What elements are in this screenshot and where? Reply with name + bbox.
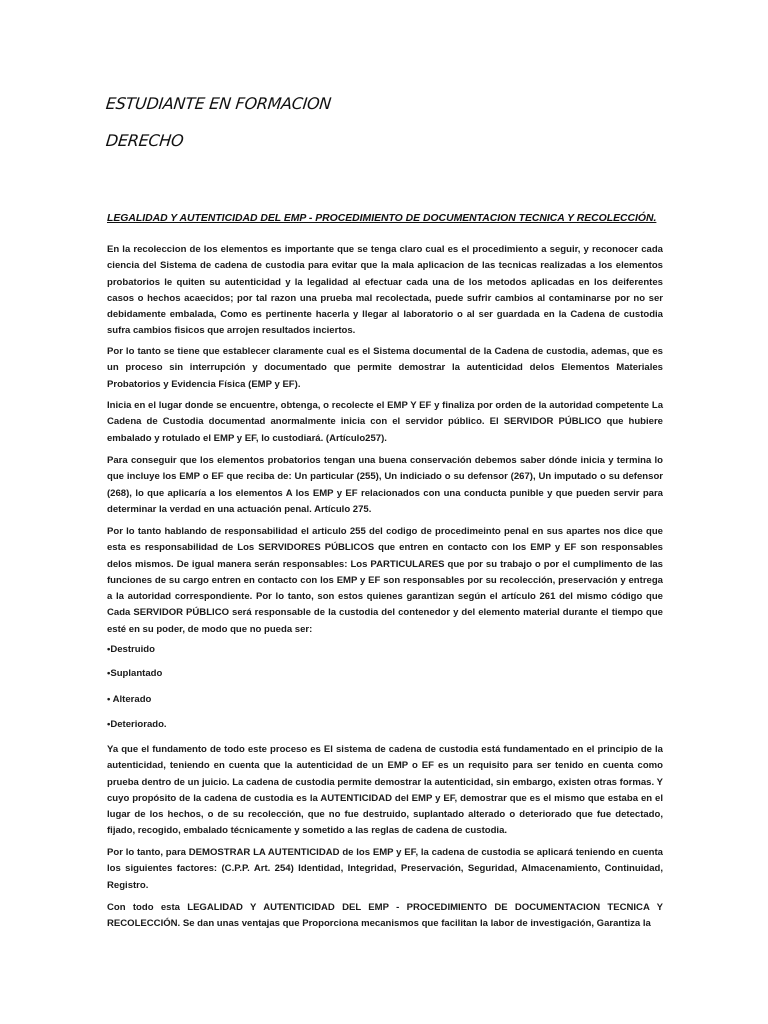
- bullet-item: • Alterado: [107, 694, 152, 705]
- paragraph-8: Con todo esta LEGALIDAD Y AUTENTICIDAD DEL EMP - PROCEDIMIENTO DE DOCUMENTACION TECNICA Y RECOLECCIÓN. Se dan unas ventajas que Proporciona mecanismos que facilitan la labor de investigación, Garantiza la: [107, 902, 663, 930]
- bullet-item: •Destruido: [107, 644, 155, 655]
- bullet-item: •Suplantado: [107, 668, 163, 679]
- bullet-item: •Deteriorado.: [107, 719, 167, 730]
- document-title: LEGALIDAD Y AUTENTICIDAD DEL EMP - PROCEDIMIENTO DE DOCUMENTACION TECNICA Y RECOLECCIÓN.: [107, 213, 657, 224]
- paragraph-3: Inicia en el lugar donde se encuentre, obtenga, o recolecte el EMP Y EF y finaliza por orden de la autoridad competente La Cadena de Custodia documentad anormalmente inicia con el servidor público. El SERVIDOR PÚBLICO que hubiere embalado y rotulado el EMP y EF, lo custodiará. (Artículo257).: [107, 400, 663, 444]
- paragraph-5: Por lo tanto hablando de responsabilidad el articulo 255 del codigo de procedimeinto penal en sus apartes nos dice que esta es responsabilidad de Los SERVIDORES PÚBLICOS que entren en contacto con los EMP y EF son responsables delos mismos. De igual manera serán responsables: Los PARTICULARES que por su trabajo o por el cumplimento de las funciones de su cargo entren en contacto con los EMP y EF son responsables por su recolección, preservación y entrega a la autoridad correspondiente. Por lo tanto, son estos quienes garantizan según el artículo 261 del mismo código que Cada SERVIDOR PÚBLICO será responsable de la custodia del contenedor y del elemento material durante el tiempo que esté en su poder, de modo que no pueda ser:: [107, 526, 663, 635]
- paragraph-7: Por lo tanto, para DEMOSTRAR LA AUTENTICIDAD de los EMP y EF, la cadena de custodia se aplicará teniendo en cuenta los siguientes factores: (C.P.P. Art. 254) Identidad, Integridad, Preservación, Seguridad, Almacenamiento, Continuidad, Registro.: [107, 847, 663, 891]
- paragraph-1: En la recoleccion de los elementos es importante que se tenga claro cual es el procedimiento a seguir, y reconocer cada ciencia del Sistema de cadena de custodia para evitar que la mala aplicacion de las tecnicas realizadas a los elementos probatorios le quiten su autenticidad y la legalidad al efectuar cada una de los metodos aplicadas en los deiferentes casos o hechos acaecidos; por tal razon una prueba mal recolectada, puede sufrir cambios al contaminarse por no ser debidamente embalada, Como es pertinente hacerla y llegar al laboratorio o al ser guardada en la Cadena de custodia sufra cambios fisicos que arrojen resultados inciertos.: [107, 244, 663, 337]
- paragraph-6: Ya que el fundamento de todo este proceso es El sistema de cadena de custodia está fundamentado en el principio de la autenticidad, teniendo en cuenta que la autenticidad de un EMP o EF es un requisito para ser tenido en cuenta como prueba dentro de un juicio. La cadena de custodia permite demostrar la autenticidad, sin embargo, existen otras formas. Y cuyo propósito de la cadena de custodia es la AUTENTICIDAD del EMP y EF, demostrar que es el mismo que estaba en el lugar de los hechos, o de su recolección, que no fue destruido, suplantado alterado o deteriorado que fue detectado, fijado, recogido, embalado técnicamente y sometido a las reglas de cadena de custodia.: [107, 744, 663, 837]
- header-line-subject: DERECHO: [105, 131, 185, 150]
- paragraph-2: Por lo tanto se tiene que establecer claramente cual es el Sistema documental de la Cadena de custodia, ademas, que es un proceso sin interrupción y documentado que permite demostrar la autenticidad delos Elementos Materiales Probatorios y Evidencia Física (EMP y EF).: [107, 346, 663, 390]
- header-line-student: ESTUDIANTE EN FORMACION: [105, 94, 333, 113]
- paragraph-4: Para conseguir que los elementos probatorios tengan una buena conservación debemos saber dónde inicia y termina lo que incluye los EMP o EF que reciba de: Un particular (255), Un indiciado o su defensor (267), Un imputado o su defensor (268), lo que aplicaría a los elementos A los EMP y EF relacionados con una conducta punible y que pueden servir para determinar la verdad en una actuación penal. Artículo 275.: [107, 455, 663, 515]
